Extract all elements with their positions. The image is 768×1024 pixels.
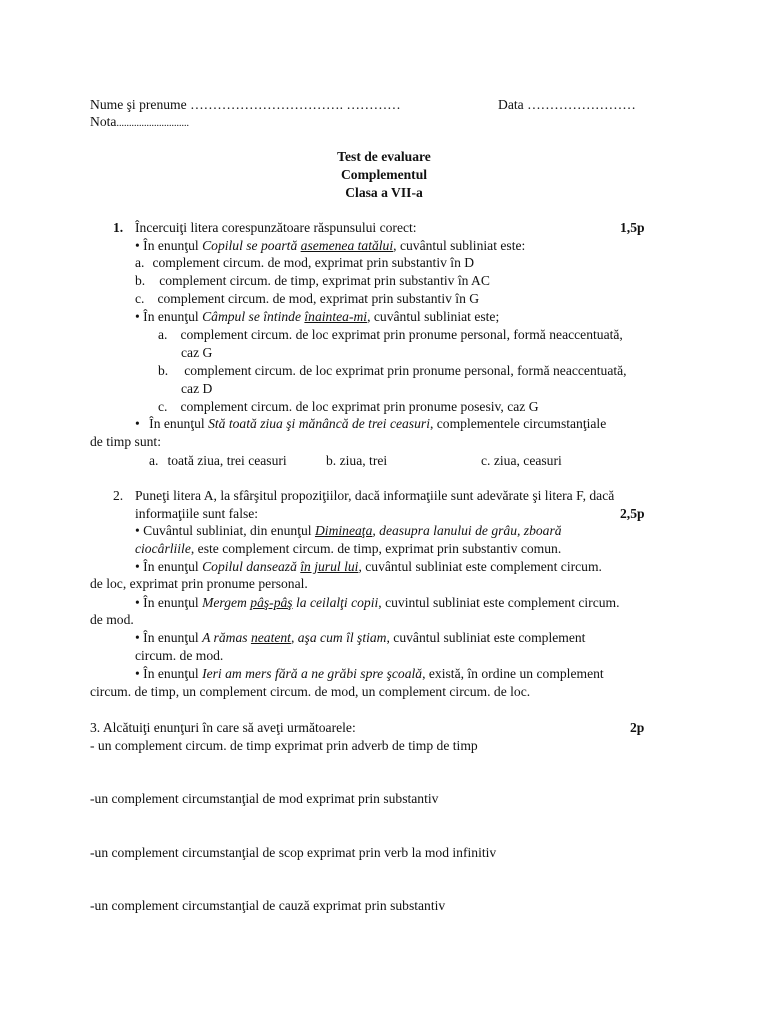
q2-item-3: • În enunţul Mergem pâş-pâş la ceilalţi copii, cuvintul subliniat este complement circum. <box>135 595 620 610</box>
q1a-statement: • În enunţul Copilul se poartă asemenea tatălui, cuvântul subliniat este: <box>135 238 526 253</box>
q1-points: 1,5p <box>620 220 645 235</box>
q2-item-5-cont: circum. de timp, un complement circum. de mod, un complement circum. de loc. <box>90 684 531 699</box>
q1b-statement: • În enunţul Câmpul se întinde înaintea-mi, cuvântul subliniat este; <box>135 309 500 324</box>
title-line-2: Complementul <box>340 167 428 182</box>
q2-points: 2,5p <box>620 506 645 521</box>
q1b-option-a[interactable]: a. complement circum. de loc exprimat prin pronume personal, formă neaccentuată, <box>158 327 623 342</box>
q2-item-3-cont: de mod. <box>90 612 134 627</box>
q1c-option-a[interactable]: a. toată ziua, trei ceasuri <box>149 453 287 468</box>
q1-number: 1. <box>113 220 124 235</box>
date-line <box>498 96 636 113</box>
date-field[interactable]: …………………… <box>527 97 636 112</box>
q2-item-2: • În enunţul Copilul dansează în jurul lui, cuvântul subliniat este complement circum. <box>135 559 602 574</box>
q2-item-1: • Cuvântul subliniat, din enunţul Dimineaţa, deasupra lanului de grâu, zboară <box>135 523 562 538</box>
q2-item-1-cont: ciocârliile, este complement circum. de timp, exprimat prin substantiv comun. <box>135 541 562 556</box>
q1c-statement-cont: de timp sunt: <box>90 434 161 449</box>
q2-text-2: informaţiile sunt false: <box>135 506 259 521</box>
q2-item-4-cont: circum. de mod. <box>135 648 224 663</box>
date-label: Data <box>498 97 524 112</box>
q1a-option-b[interactable]: b. complement circum. de timp, exprimat prin substantiv în AC <box>135 273 490 288</box>
title-line-3: Clasa a VII-a <box>345 185 423 200</box>
grade-line <box>90 113 189 132</box>
title-line-1: Test de evaluare <box>337 149 431 164</box>
q3-points: 2p <box>630 720 645 735</box>
q3-item-2: -un complement circumstanţial de mod exprimat prin substantiv <box>90 791 439 806</box>
q1-text: Încercuiţi litera corespunzătoare răspunsului corect: <box>135 220 417 235</box>
q2-item-2-cont: de loc, exprimat prin pronume personal. <box>90 576 308 591</box>
q1a-option-a[interactable]: a. complement circum. de mod, exprimat prin substantiv în D <box>135 255 475 270</box>
q1c-option-b[interactable]: b. ziua, trei <box>326 453 388 468</box>
q1c-statement: • În enunţul Stă toată ziua şi mănâncă de trei ceasuri, complementele circumstanţiale <box>135 416 607 431</box>
bullet: • <box>135 309 140 324</box>
name-field[interactable]: ……………………………. ………… <box>190 97 401 112</box>
q2-item-5: • În enunţul Ieri am mers fără a ne grăbi spre şcoală, există, în ordine un complement <box>135 666 604 681</box>
q1b-option-a-cont: caz G <box>181 345 213 360</box>
name-line <box>90 96 401 113</box>
q2-item-4: • În enunţul A rămas neatent, aşa cum îl ştiam, cuvântul subliniat este complement <box>135 630 586 645</box>
q1b-option-b-cont: caz D <box>181 381 213 396</box>
grade-field[interactable]: ............................. <box>116 118 189 129</box>
q3-text: 3. Alcătuiţi enunţuri în care să aveţi următoarele: <box>90 720 356 735</box>
q2-number: 2. <box>113 488 124 503</box>
name-label: Nume şi prenume <box>90 97 187 112</box>
q1b-option-b[interactable]: b. complement circum. de loc exprimat prin pronume personal, formă neaccentuată, <box>158 363 627 378</box>
grade-label: Nota <box>90 114 117 129</box>
q3-item-3: -un complement circumstanţial de scop exprimat prin verb la mod infinitiv <box>90 845 497 860</box>
q3-item-1: - un complement circum. de timp exprimat prin adverb de timp de timp <box>90 738 478 753</box>
bullet: • <box>135 416 140 431</box>
q2-text-1: Puneţi litera A, la sfârşitul propoziţiilor, dacă informaţiile sunt adevărate şi litera F, dacă <box>135 488 615 503</box>
q1c-option-c[interactable]: c. ziua, ceasuri <box>481 453 562 468</box>
q1b-option-c[interactable]: c. complement circum. de loc exprimat prin pronume posesiv, caz G <box>158 399 539 414</box>
bullet: • <box>135 238 140 253</box>
q1a-option-c[interactable]: c. complement circum. de mod, exprimat prin substantiv în G <box>135 291 480 306</box>
q3-item-4: -un complement circumstanţial de cauză exprimat prin substantiv <box>90 898 446 913</box>
